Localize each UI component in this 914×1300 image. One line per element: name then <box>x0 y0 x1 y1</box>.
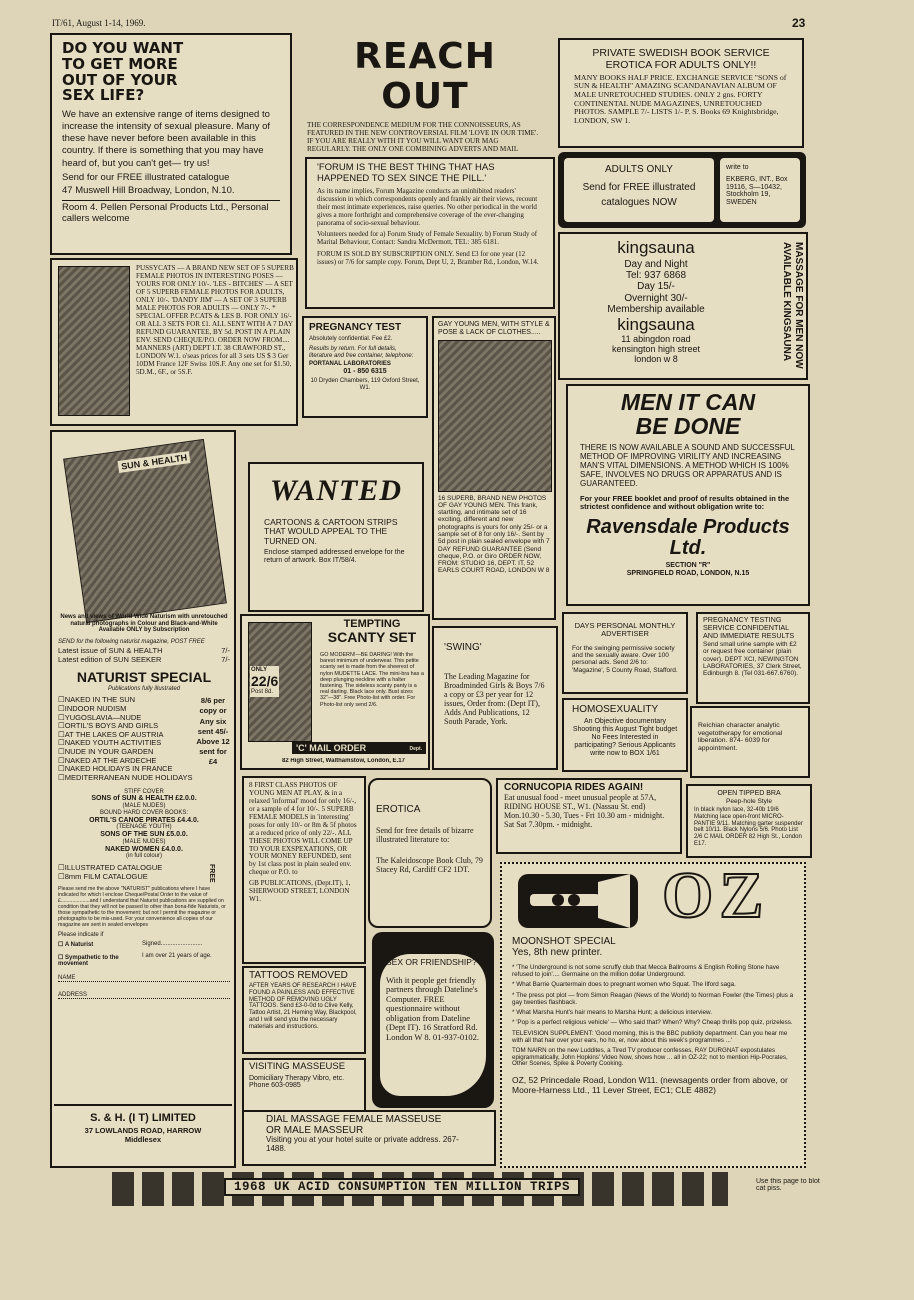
ad-address: GB PUBLICATIONS, (Dept.IT), 1, SHERWOOD STREET, LONDON W1. <box>249 879 351 904</box>
ad-subtitle: EROTICA FOR ADULTS ONLY!! <box>605 58 757 71</box>
ad-vertical-text: MASSAGE FOR MEN NOW AVAILABLE KINGSAUNA <box>781 242 804 369</box>
ad-title: TATTOOS REMOVED <box>249 970 348 981</box>
publication-item[interactable]: ☐ NUDE IN YOUR GARDEN <box>58 748 196 757</box>
ad-caption: News and views of World Wide Naturism with unretouched natural photographs in Colour and Black-and-White <box>60 614 228 627</box>
issue-line: IT/61, August 1-14, 1969. <box>52 18 146 28</box>
ad-body: Visiting you at your hotel suite or private address. 267-1488. <box>266 1135 459 1154</box>
nairn: TOM NAIRN on the new Luddites, a Tired TV producer confesses, RAY DURGNAT expostulates epigrammatically, John Hopkins' Video Now, shows how ... all in OZ-22; not to mention Hip-Pocrates, Other Scenes, Spike & Poverty Cooking. <box>512 1046 788 1068</box>
male-nudes-2: (MALE NUDES) <box>122 838 166 845</box>
option-latest-2[interactable]: Latest edition of SUN SEEKER <box>58 654 162 664</box>
publication-item[interactable]: ☐ ORTIL'S BOYS AND GIRLS <box>58 722 196 731</box>
publication-item[interactable]: ☐ NAKED IN THE SUN <box>58 696 196 705</box>
ad-body: 16 SUPERB, BRAND NEW PHOTOS OF GAY YOUNG MEN. This frank, startling, and intimate set of 16 exciting, different and new photographs is yours for only 25/- or a sample set of 8 for only 16/-. Sent by 5d post in plain sealed envelope with 7 DAY REFUND GUARANTEE (Send cheque, P.O. or Giro ORDER NOW, FROM: STUDIO 16, DEPT. IT, 52 EARLS COURT ROAD, LONDON W 8 <box>438 494 550 575</box>
ad-tel: 01 - 850 6315 <box>343 368 387 376</box>
full-colour: (in full colour) <box>125 853 162 860</box>
ad-available: Available ONLY by Subscription <box>98 627 190 634</box>
ad-tel: Tel: 937 6868 <box>625 270 687 282</box>
pinup-photo <box>58 266 130 416</box>
ad-body: For the swinging permissive society and the sexually aware. Over 100 personal ads. Send 2/6 to: 'Magazine', 5 County Road, Stafford. <box>572 644 678 674</box>
ad-sex-life <box>50 33 292 255</box>
company: S. & H. (I T) LIMITED <box>90 1112 196 1124</box>
indicate: Please indicate if <box>58 931 104 938</box>
company: 'C' MAIL ORDER <box>296 743 367 753</box>
ad-cornucopia <box>496 778 682 854</box>
option-film-catalogue[interactable]: ☐ 8mm FILM CATALOGUE <box>58 873 208 882</box>
ad-section: SECTION "R" <box>665 561 711 569</box>
ad-subtitle: Peep-hole Style <box>726 797 772 805</box>
ad-gb-publications <box>242 776 366 964</box>
ad-title: DIAL MASSAGE FEMALE MASSEUSE OR MALE MASSEUR <box>266 1114 442 1137</box>
ad-booklet: For your FREE booklet and proof of results obtained in the strictest confidence and without obligation write to: <box>580 494 790 512</box>
ad-kingsauna <box>558 232 808 380</box>
ad-reach-out <box>305 35 545 155</box>
ad-open-bra <box>686 784 812 858</box>
ad-overnight: Overnight 30/- <box>624 292 688 304</box>
ad-dial-massage <box>242 1110 496 1166</box>
ad-address: EKBERG, INT., Box 19116, S—10432, Stockholm 19, SWEDEN <box>726 175 788 207</box>
ad-body: Eat unusual food - meet unusual people at 57A, RIDING HOUSE ST., W1. (Nassau St. end) Mon.10.30 - 5.30, Tues - Fri 10.30 am - midnight. Sat Sat 7.30pm. - midnight. <box>504 793 665 830</box>
publication-item[interactable]: ☐ YUGOSLAVIA—NUDE <box>58 714 196 723</box>
tv-supplement: TELEVISION SUPPLEMENT: 'Good morning, this is the BBC publicity department. Can you hear me with all that hair over your ears, ho ho, er, now about this week's programmes ...' <box>512 1029 788 1044</box>
ad-oz <box>500 862 806 1168</box>
ad-title: OPEN TIPPED BRA <box>717 790 781 797</box>
ad-send: Send for our FREE illustrated catalogue <box>62 171 230 183</box>
trumpet-icon <box>518 874 638 928</box>
ad-adults-only <box>558 152 806 228</box>
ad-title: PREGNANCY TEST <box>309 322 402 333</box>
legal-text: Please send me the above "NATURIST" publications where I have indicated for which I enclose Cheque/Postal Order to the value of £....................and I understand that Naturist publications are supplied on condition that they will not be passed to other than bona-fide Naturists, or those sympathetic to the movement; but not I permit the magazine or photographs to be mis-used. For your convenience all copies of our magazine are sent in sealed envelopes <box>58 885 226 928</box>
ad-body: AFTER YEARS OF RESEARCH I HAVE FOUND A PAINLESS AND EFFECTIVE METHOD OF REMOVING UGLY TATTOOS. Send £3-0-0d to Clive Kelly, Tattoo Artist, 21 Heming Way, Blackpool, and I will send you the necessary materials and instructions. <box>249 983 357 1030</box>
address-field[interactable]: ADDRESS <box>58 992 230 999</box>
oz-item: * 'Pop is a perfect religious vehicle' — Who said that? When? Why? Cheap thrills pop quiz, prizeless. <box>512 1018 793 1026</box>
ortil: ORTIL'S CANOE PIRATES £4.4.0. <box>89 816 199 824</box>
ad-subscription: FORUM IS SOLD BY SUBSCRIPTION ONLY. Send £3 for one year (12 issues) or 7/6 for sample copy. Forum, Dept U, 2, Bramber Rd., London, W.14. <box>317 250 539 266</box>
ad-swing <box>432 626 558 770</box>
ad-headline: WANTED <box>269 474 403 507</box>
ad-body: Send for free details of bizarre illustrated literature to: <box>376 826 474 845</box>
price-note: 8/6 per copy or Any six sent 45/- Above 12 sent for £4 <box>196 696 230 767</box>
ad-dateline <box>372 932 494 1108</box>
ad-address: The Kaleidoscope Book Club, 79 Stacey Rd, Cardiff CF2 1DT. <box>376 856 483 875</box>
publication-item[interactable]: ☐ AT THE LAKES OF AUSTRIA <box>58 731 196 740</box>
ad-send: SEND for the following naturist magazine, POST FREE <box>58 639 205 646</box>
ad-title: VISITING MASSEUSE <box>249 1061 346 1072</box>
ad-title: DAYS PERSONAL MONTHLY ADVERTISER <box>574 621 676 639</box>
bound: BOUND HARD COVER BOOKS: <box>99 809 188 816</box>
dept: Dept. <box>409 746 422 752</box>
ad-body: MANY BOOKS HALF PRICE. EXCHANGE SERVICE "SONS of SUN & HEALTH" AMAZING SCANDANAVIAN ALBUM OF MALE UNRETOUCHED STUDIES. ONLY 2 gns. FORTY CONTINENTAL NUDE MAGAZINES, UNRETOUCHED PHOTOS. SAMPLE 7/- LISTS 1/- P. S. Books 69 Knightsbridge, LONDON, SW 1. <box>574 72 787 126</box>
ad-company: Ravensdale Products Ltd. <box>586 515 790 559</box>
publication-item[interactable]: ☐ NAKED AT THE ARDECHE <box>58 757 196 766</box>
ad-day: Day 15/- <box>637 281 675 293</box>
oz-item: * What Marsha Hunt's hair means to Marsha Hunt; a delicious interview. <box>512 1008 712 1016</box>
address: 82 High Street, Walthamstow, London, E.17 <box>282 758 405 764</box>
ad-pussycats <box>50 258 298 426</box>
ad-address: 11 abingdon road kensington high street london w 8 <box>611 334 701 365</box>
option-naturist[interactable]: ☐ A Naturist <box>58 942 94 949</box>
ad-lab: PORTANAL LABORATORIES <box>309 361 391 368</box>
town: Middlesex <box>124 1134 162 1144</box>
ad-line: Absolutely confidential. Fee £2. <box>309 336 393 343</box>
ad-body: With it people get friendly partners through Dateline's Computer. FREE questionnaire without obligation from Dateline (Dept IT). 16 Stratford Rd. London W 8. 01-937-0102. <box>386 974 479 1042</box>
naked-women: NAKED WOMEN £4.0.0. <box>105 845 183 853</box>
post: Post 8d. <box>251 689 274 696</box>
name-field[interactable]: NAME <box>58 975 230 982</box>
price-2: 7/- <box>221 654 230 664</box>
ad-title: PREGNANCY TESTING SERVICE CONFIDENTIAL AND IMMEDIATE RESULTS <box>703 615 795 641</box>
ad-body: GO MODERN!—BE DARING! With the barest minimum of underwear. This petite scanty set is made from the sheerest of nylon MUDETTE LACE. The mini-bra has a deep plunging neckline with a halter fastening. The sideless scanty panty is a real darling. Black lace only. Bust sizes 32"—38". Free Photo-list with order. For Photo-list only send 2/6. <box>320 652 424 708</box>
men-photo <box>438 340 552 492</box>
ad-quote: 'FORUM IS THE BEST THING THAT HAS HAPPENED TO SEX SINCE THE PILL.' <box>317 162 495 184</box>
publication-item[interactable]: ☐ MEDITERRANEAN NUDE HOLIDAYS <box>58 774 196 783</box>
ad-naturist <box>50 430 236 1168</box>
free-label: FREE <box>208 864 215 883</box>
oz-item: * The press pot plot — from Simon Reagan (News of the World) to Norman Fowler (the Times) plus a gay twenties flashback. <box>512 991 794 1006</box>
publication-list <box>58 696 196 782</box>
age: I am over 21 years of age. <box>142 953 212 960</box>
oz-logo: OZ <box>662 862 770 932</box>
footer-banner <box>112 1166 728 1212</box>
ad-body: We have an extensive range of items designed to increase the intensity of sexual pleasure. Many of these have never before been available in this country. If there is something that you may have heard of, but you can't get— try us! <box>62 109 271 169</box>
ad-body: CARTOONS & CARTOON STRIPS THAT WOULD APPEAL TO THE TURNED ON. <box>264 516 398 546</box>
ad-scanty-set <box>240 614 430 770</box>
publication-item[interactable]: ☐ INDOOR NUDISM <box>58 705 196 714</box>
ad-volunteers: Volunteers needed for a) Forum Study of Female Sexuality. b) Forum Study of Marital Behaviour, Contact: Sandra McDermott, TEL: 385 6181. <box>317 230 538 247</box>
ad-body: Results by return. For full details, literature and free container, telephone: <box>309 345 414 359</box>
ad-body: 8 FIRST CLASS PHOTOS OF YOUNG MEN AT PLAY, & in a relaxed 'informal' mood for only 16/-, or a sample of 4 for 10/-. 5 SUPERB FEMALE MODELS in 'interesting' poses for only 10/- or 8m & 5f photos at a reduced price of only 22/-. ALL THESE PHOTOS WILL COME UP TO YOUR EXSPEXATIONS, OR YOUR MONEY REFUNDED, sent by 1st class post in plain sealed env. cheque or P.O. to <box>249 781 357 877</box>
moonshot: MOONSHOT SPECIAL <box>512 936 616 947</box>
ad-tattoos <box>242 966 366 1054</box>
oz-item-list <box>512 964 796 1025</box>
ad-gay-young-men <box>432 316 556 620</box>
signed[interactable]: Signed......................... <box>142 941 203 948</box>
ad-title: 'SWING' <box>444 642 482 653</box>
ad-body: Domiciliary Therapy Vibro, etc. Phone 603-0985 <box>249 1074 345 1090</box>
stiff-cover: STIFF COVER <box>124 788 164 795</box>
ad-body: Reichian character analytic vegetotherapy for emotional liberation. 874- 6039 for appointment. <box>698 722 783 752</box>
ad-swedish-books <box>558 38 804 148</box>
ad-erotica <box>368 778 492 928</box>
option-catalogue[interactable]: ☐ ILLUSTRATED CATALOGUE <box>58 864 208 873</box>
price-label: ONLY <box>251 667 268 673</box>
page-number: 23 <box>792 16 806 30</box>
ad-visiting-masseuse <box>242 1058 366 1112</box>
ad-line: Day and Night <box>624 259 688 271</box>
footer-note: Use this page to blot cat piss. <box>756 1178 820 1192</box>
ad-pregnancy-testing <box>696 612 810 704</box>
ad-reichian <box>690 706 810 778</box>
company-bar <box>292 742 426 754</box>
ad-special: NATURIST SPECIAL <box>76 668 212 685</box>
ad-title: CORNUCOPIA RIDES AGAIN! <box>504 782 644 793</box>
ad-body: THERE IS NOW AVAILABLE A SOUND AND SUCCESSFUL METHOD OF IMPROVING VIRILITY AND INCREASING MAN'S VITAL DIMENSIONS. A METHOD WHICH IS 100% SAFE, INVOLVES NO DRUGS OR APPARATUS AND IS GUARANTEED. <box>580 443 795 489</box>
ad-write-to: write to <box>726 164 749 171</box>
ad-title-2: SCANTY SET <box>327 629 417 646</box>
ad-send: Send for FREE illustrated catalogues NOW <box>582 182 696 208</box>
ad-body: THE CORRESPONDENCE MEDIUM FOR THE CONNOISSEURS, AS FEATURED IN THE NEW CONTROVERSIAL FILM 'LOVE IN OUR TIME'. IF YOU ARE REALLY WITH IT YOU WILL WANT OUR MAG REGULARLY. THE ONLY ONE COMBINING ADVERTS AND MAIL <box>307 120 539 154</box>
ad-body: PUSSYCATS — A BRAND NEW SET OF 5 SUPERB FEMALE PHOTOS IN INTERESTING POSES — YOURS FOR ONLY 10/-. 'LES - BITCHES' — A SET OF 5 SUPERB FEMALE PHOTOS FOR ADULTS, ONLY 10/-. 'DANDY JIM' — A SET OF 3 SUPERB MALE PHOTOS FOR ADULTS — ONLY 7/-. * SPECIAL OFFER P.CATS & LES B. FOR ONLY 16/- OR ALL 3 SETS FOR £1. ALL SENT WITH A 7 DAY REFUND GUARANTEE, BY 5d. POST IN A PLAIN ENV. SEND CHEQUE/P.O. ORDER NOW FROM.... MANNERS (ART) DEPT I.T. 38 CRAWFORD ST., LONDON W.1. o'seas prices for all 3 sets US $ 3 Ger 10DM France 12F Swiss 10S.F. Any one set for $1.50, 5D.M., 6F., or 5S.F. <box>136 264 294 377</box>
sons-of-sun: SONS OF THE SUN £5.0.0. <box>100 831 188 839</box>
ad-headline: REACH OUT <box>354 36 496 118</box>
ad-title: SEX OR FRIENDSHIP? <box>386 957 477 967</box>
ad-headline: GAY YOUNG MEN, WITH STYLE & POSE & LACK OF CLOTHES..... <box>438 321 550 336</box>
magazine-title: SUN & HEALTH <box>118 451 191 473</box>
oz-address: OZ, 52 Princedale Road, London W11. (newsagents order from above, or Moore-Harness Ltd., 11 Lever Street, EC1; CLE 4882) <box>512 1075 788 1095</box>
ad-address: 47 Muswell Hill Broadway, London, N.10. <box>62 185 235 197</box>
ad-title: PRIVATE SWEDISH BOOK SERVICE <box>592 47 770 59</box>
ad-title: EROTICA <box>376 804 421 815</box>
sons-sun-health: SONS of SUN & HEALTH £2.0.0. <box>91 795 197 803</box>
ad-title: ADULTS ONLY <box>605 164 673 175</box>
ad-body: Send small urine sample with £2 or request free container (plain cover). DEPT XCI, NEWINGTON LABORATORIES, 37 Clerk Street, Edinburgh 8. (Tel 031-667.6760). <box>703 641 802 678</box>
ad-pregnancy-test <box>302 316 428 418</box>
ad-title-1: TEMPTING <box>343 618 401 630</box>
ad-name-2: kingsauna <box>617 314 695 334</box>
teen: (TEENAGE YOUTH) <box>116 824 172 831</box>
option-latest-1[interactable]: Latest issue of SUN & HEALTH <box>58 645 163 655</box>
ad-ravensdale <box>566 384 810 606</box>
printer: Yes, 8th new printer. <box>512 947 603 959</box>
ad-headline: MEN IT CAN BE DONE <box>620 389 756 440</box>
ad-body: In black nylon lace, 32-40b 19/6 Matching lace open-front MICRO-PANTIE 9/11. Matching garter suspender belt 10/11. Black Nylons 5/6. Photo List 2/6 C MAIL ORDER 82 High St., London E17. <box>694 807 803 847</box>
option-sympathetic[interactable]: ☐ Sympathetic to the movement <box>58 955 119 968</box>
male-nudes: (MALE NUDES) <box>122 803 166 810</box>
ad-room: Room 4. Pellen Personal Products Ltd., Personal callers welcome <box>62 200 280 224</box>
banner-text: 1968 UK ACID CONSUMPTION TEN MILLION TRIPS <box>224 1178 580 1196</box>
ad-forum <box>305 157 555 309</box>
ad-name: kingsauna <box>617 238 695 257</box>
ad-body: An Objective documentary Shooting this August Tight budget No Fees Interested in participating? Serious Applicants write now to BOX 1/61 <box>572 718 678 757</box>
publication-item[interactable]: ☐ NAKED YOUTH ACTIVITIES <box>58 739 196 748</box>
ad-body: As its name implies, Forum Magazine conducts an uninhibited readers' discussion in which correspondents openly and frankly air their views, recount their most intimate experiences, raise queries. No other periodical in the world gives a more forthright and comprehensive coverage of the ever-changing panorama of socio-sexual behaviour. <box>317 187 538 227</box>
oz-item: * What Barrie Quartermain does to pregnant women who Squat. The Ilford saga. <box>512 981 736 989</box>
ad-wanted <box>248 462 424 612</box>
ad-title: HOMOSEXUALITY <box>572 704 659 715</box>
ad-days-personal <box>562 612 688 694</box>
ad-address: SPRINGFIELD ROAD, LONDON, N.15 <box>626 569 750 577</box>
ad-membership: Membership available <box>607 303 705 315</box>
ad-address: 10 Dryden Chambers, 119 Oxford Street, W1. <box>310 377 420 391</box>
ad-homosexuality <box>562 698 688 772</box>
street: 37 LOWLANDS ROAD, HARROW <box>84 1126 202 1136</box>
ad-fully: Publications fully illustrated <box>107 685 181 692</box>
ad-body: The Leading Magazine for Broadminded Girls & Boys 7/6 a copy or £3 per year for 12 issues, Order from: (Dept IT), Adds And Publications, 12 South Parade, York. <box>444 672 545 726</box>
ad-note: Enclose stamped addressed envelope for the return of artwork. Box IT/58/4. <box>264 549 405 564</box>
price-1: 7/- <box>221 645 230 655</box>
publication-item[interactable]: ☐ NAKED HOLIDAYS IN FRANCE <box>58 765 196 774</box>
oz-item: * 'The Underground is not some scruffy club that Mecca Ballrooms & English Rolling Stone have refused to join'.... Germaine on the million dollar Underground. <box>512 964 780 979</box>
price: 22/6 <box>251 672 279 689</box>
ad-headline: DO YOU WANT TO GET MORE OUT OF YOUR SEX LIFE? <box>62 39 184 105</box>
